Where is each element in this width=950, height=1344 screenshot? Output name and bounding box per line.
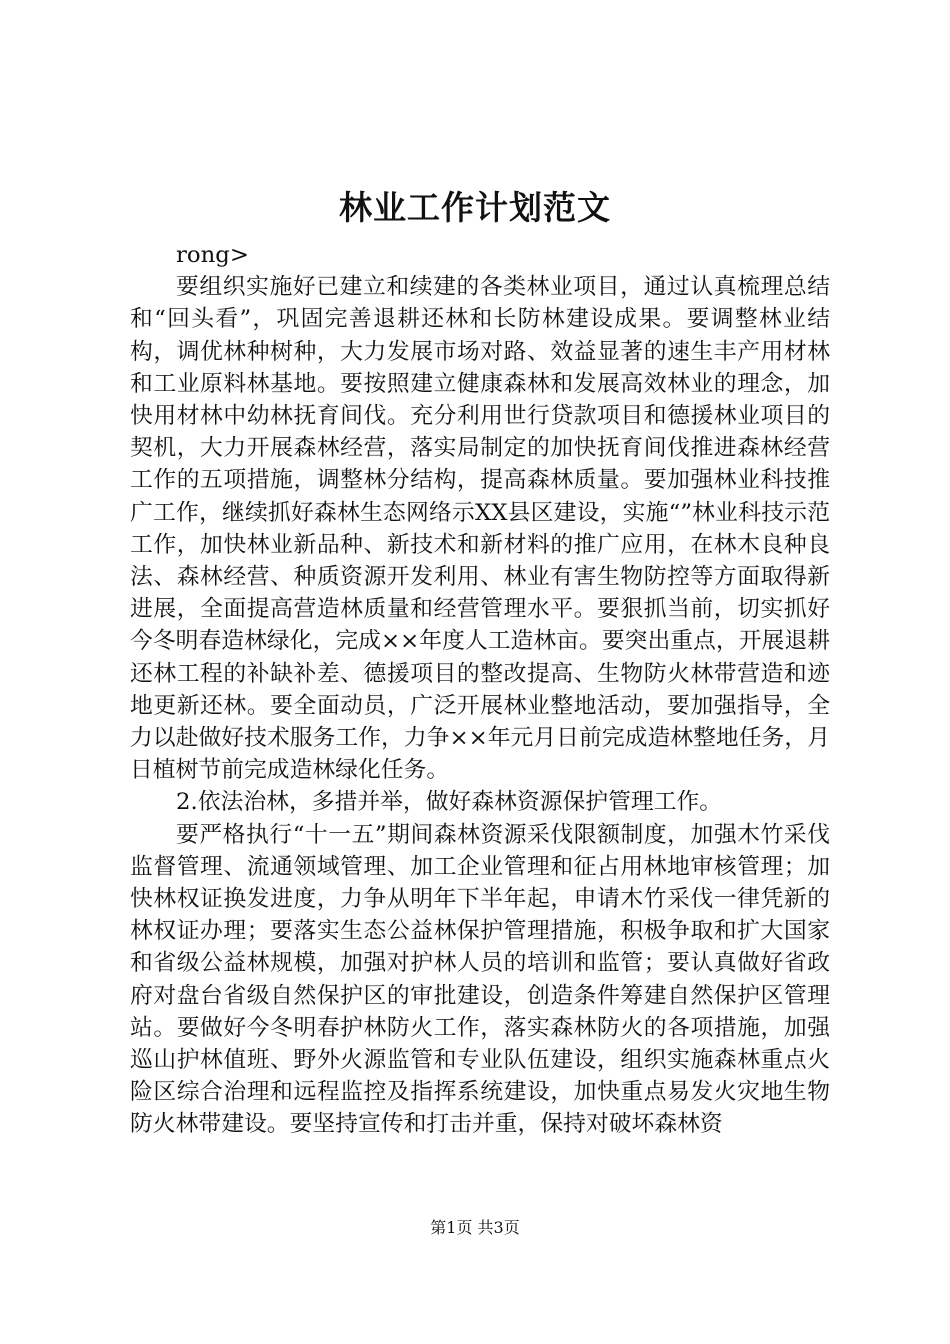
section-heading-law: 2.依法治林，多措并举，做好森林资源保护管理工作。	[176, 789, 723, 816]
paragraph-forest-projects: 要组织实施好已建立和续建的各类林业项目，通过认真梳理总结和“回头看”，巩固完善退耕还林和长防林建设成果。要调整林业结构，调优林种树种，大力发展市场对路、效益显著的速生丰产用材林和工业原料林基地。要按照建立健康森林和发展高效林业的理念，加快用材林中幼林抚育间伐。充分利用世行贷款项目和德援林业项目的契机，大力开展森林经营，落实局制定的加快抚育间伐推进森林经营工作的五项措施，调整林分结构，提高森林质量。要加强林业科技推广工作，继续抓好森林生态网络示XX县区建设，实施“”林业科技示范工作，加快林业新品种、新技术和新材料的推广应用，在林木良种良法、森林经营、种质资源开发利用、林业有害生物防控等方面取得新进展，全面提高营造林质量和经营管理水平。要狠抓当前，切实抓好今冬明春造林绿化，完成××年度人工造林亩。要突出重点，开展退耕还林工程的补缺补差、德援项目的整改提高、生物防火林带营造和迹地更新还林。要全面动员，广泛开展林业整地活动，要加强指导，全力以赴做好技术服务工作，力争××年元月日前完成造林整地任务，月日植树节前完成造林绿化任务。	[130, 274, 830, 784]
document-body	[130, 239, 830, 1141]
paragraph-resource-protection: 要严格执行“十一五”期间森林资源采伐限额制度，加强木竹采伐监督管理、流通领域管理、加工企业管理和征占用林地审核管理；加快林权证换发进度，力争从明年下半年起，申请木竹采伐一律凭新的林权证办理；要落实生态公益林保护管理措施，积极争取和扩大国家和省级公益林规模，加强对护林人员的培训和监管；要认真做好省政府对盘台省级自然保护区的审批建设，创造条件筹建自然保护区管理站。要做好今冬明春护林防火工作，落实森林防火的各项措施，加强巡山护林值班、野外火源监管和专业队伍建设，组织实施森林重点火险区综合治理和远程监控及指挥系统建设，加快重点易发火灾地生物防火林带建设。要坚持宣传和打击并重，保持对破坏森林资	[130, 821, 830, 1138]
paragraph-fragment: rong>	[176, 242, 249, 268]
page-number-footer: 第1页 共3页	[430, 1218, 520, 1237]
document-title: 林业工作计划范文	[339, 188, 611, 227]
